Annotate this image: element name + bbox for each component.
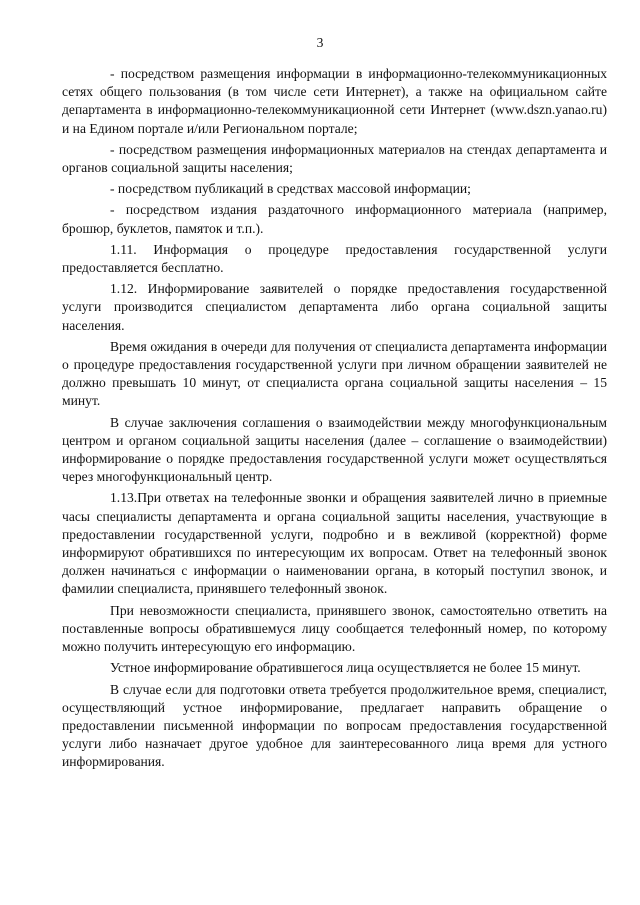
paragraph-publication-media: - посредством публикаций в средствах массовой информации; <box>110 181 471 197</box>
paragraph-mfc-agreement: В случае заключения соглашения о взаимодействии между многофункциональным центром и органом социальной защиты населения (далее – соглашение о взаимодействии) информирование о порядке предоставления государственной услуги может осуществляться через многофункциональный центр. <box>62 414 607 485</box>
paragraph-1-12: 1.12. Информирование заявителей о порядке предоставления государственной услуги производится специалистом департамента либо органа социальной защиты населения. <box>62 281 607 333</box>
paragraph-oral-duration: Устное информирование обратившегося лица осуществляется не более 15 минут. <box>110 660 581 676</box>
paragraph-publication-internet: - посредством размещения информации в информационно-телекоммуникационных сетях общего пользования (в том числе сети Интернет), а также на официальном сайте департамента в информационно-телекоммуникационной сети Интернет (www.dszn.yanao.ru) и на Едином портале и/или Региональном портале; <box>62 66 607 136</box>
paragraph-phone-redirect: При невозможности специалиста, принявшего звонок, самостоятельно ответить на поставленные вопросы обратившемуся лицу сообщается телефонный номер, по которому можно получить интересующую его информацию. <box>62 602 607 655</box>
page-number: 3 <box>316 35 324 50</box>
paragraph-publication-handouts: - посредством издания раздаточного информационного материала (например, брошюр, буклетов, памяток и т.п.). <box>62 202 607 236</box>
page-body <box>62 65 607 775</box>
paragraph-waiting-time: Время ожидания в очереди для получения от специалиста департамента информации о процедуре предоставления государственной услуги при личном обращении заявителей не должно превышать 10 минут, от специалиста органа социальной защиты населения – 15 минут. <box>62 338 607 409</box>
paragraph-1-11: 1.11. Информация о процедуре предоставления государственной услуги предоставляется бесплатно. <box>62 241 607 276</box>
paragraph-publication-stands: - посредством размещения информационных материалов на стендах департамента и органов социальной защиты населения; <box>62 141 607 176</box>
paragraph-1-13: 1.13.При ответах на телефонные звонки и обращения заявителей лично в приемные часы специалисты департамента и органа социальной защиты населения, участвующие в предоставлении государственной услуги, подробно и в вежливой (корректной) форме информируют обратившихся по интересующим их вопросам. Ответ на телефонный звонок должен начинаться с информации о наименовании органа, в который поступил звонок, и фамилии специалиста, принявшего телефонный звонок. <box>62 490 607 597</box>
paragraph-written-request: В случае если для подготовки ответа требуется продолжительное время, специалист, осуществляющий устное информирование, предлагает направить обращение о предоставлении письменной информации по вопросам предоставления государственной услуги либо назначает другое удобное для заинтересованного лица время для устного информирования. <box>62 681 607 770</box>
